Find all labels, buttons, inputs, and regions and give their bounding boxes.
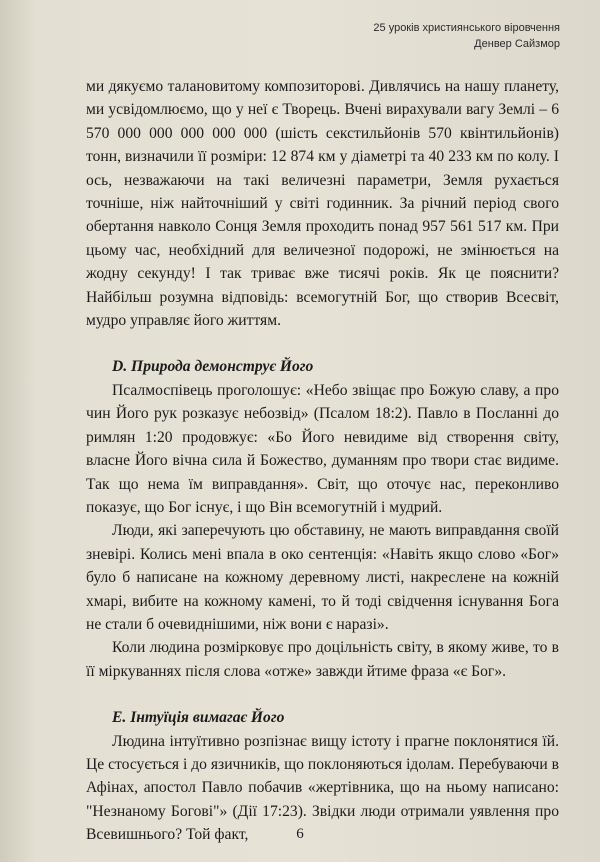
section-gap [86, 683, 559, 706]
book-title: 25 уроків християнського віровчення [373, 22, 560, 34]
page-number: 6 [296, 826, 304, 842]
paragraph: ми дякуємо талановитому композиторові. Дивлячись на нашу планету, ми усвідомлюємо, що у неї є Творець. Вчені вирахували вагу Землі – 6 570 000 000 000 000 000 (шість секстильйонів 570 квінтильйонів) тонн, визначили її розміри: 12 874 км у діаметрі та 40 233 км по колу. І ось, незважаючи на такі величезні параметри, Земля рухається точніше, ніж найточніший у світі годинник. За річний період свого обертання навколо Сонця Земля проходить понад 957 561 517 км. При цьому час, необхідний для величезної подорожі, не змінюється на жодну секунду! І так триває вже тисячі років. Як це пояснити? Найбільш розумна відповідь: всемогутній Бог, що створив Всесвіт, мудро управляє його життям. [86, 78, 559, 330]
author-name: Денвер Сайзмор [474, 38, 560, 50]
page-text [86, 75, 559, 847]
section-gap [86, 332, 559, 355]
running-header [373, 20, 560, 52]
paragraph: Людина інтуїтивно розпізнає вищу істоту і прагне поклонятися їй. Це стосується і до язичників, що поклоняються ідолам. Перебуваючи в Афінах, апостол Павло побачив «жертівника, що на ньому написано: "Незнаному Богові"» (Дії 17:23). Звідки люди отримали уявлення про Всевишнього? Той факт, [86, 732, 559, 844]
paragraph: Коли людина розмірковує про доцільність світу, в якому живе, то в її міркуваннях після слова «отже» завжди йтиме фраза «є Бог». [86, 639, 559, 680]
paragraph: Псалмоспівець проголошує: «Небо звіщає про Божую славу, а про чин Його рук розказує небозвід» (Псалом 18:2). Павло в Посланні до римлян 1:20 продовжує: «Бо Його невидиме від створення світу, власне Його вічна сила й Божество, думанням про твори стає видиме. Так що нема їм виправдання». Світ, що оточує нас, переконливо показує, що Бог існує, і що Він всемогутній і мудрий. [86, 381, 559, 516]
section-heading: E. Інтуїція вимагає Його [112, 709, 285, 727]
section-heading: D. Природа демонструє Його [112, 358, 314, 376]
paragraph: Люди, які заперечують цю обставину, не мають виправдання своїй зневірі. Колись мені впала в око сентенція: «Навіть якщо слово «Бог» було б написане на кожному деревному листі, накреслене на кожній хмарі, вибите на кожному камені, то й тоді свідчення існування Бога не стали б очевиднішими, ніж вони є наразі». [86, 522, 559, 633]
